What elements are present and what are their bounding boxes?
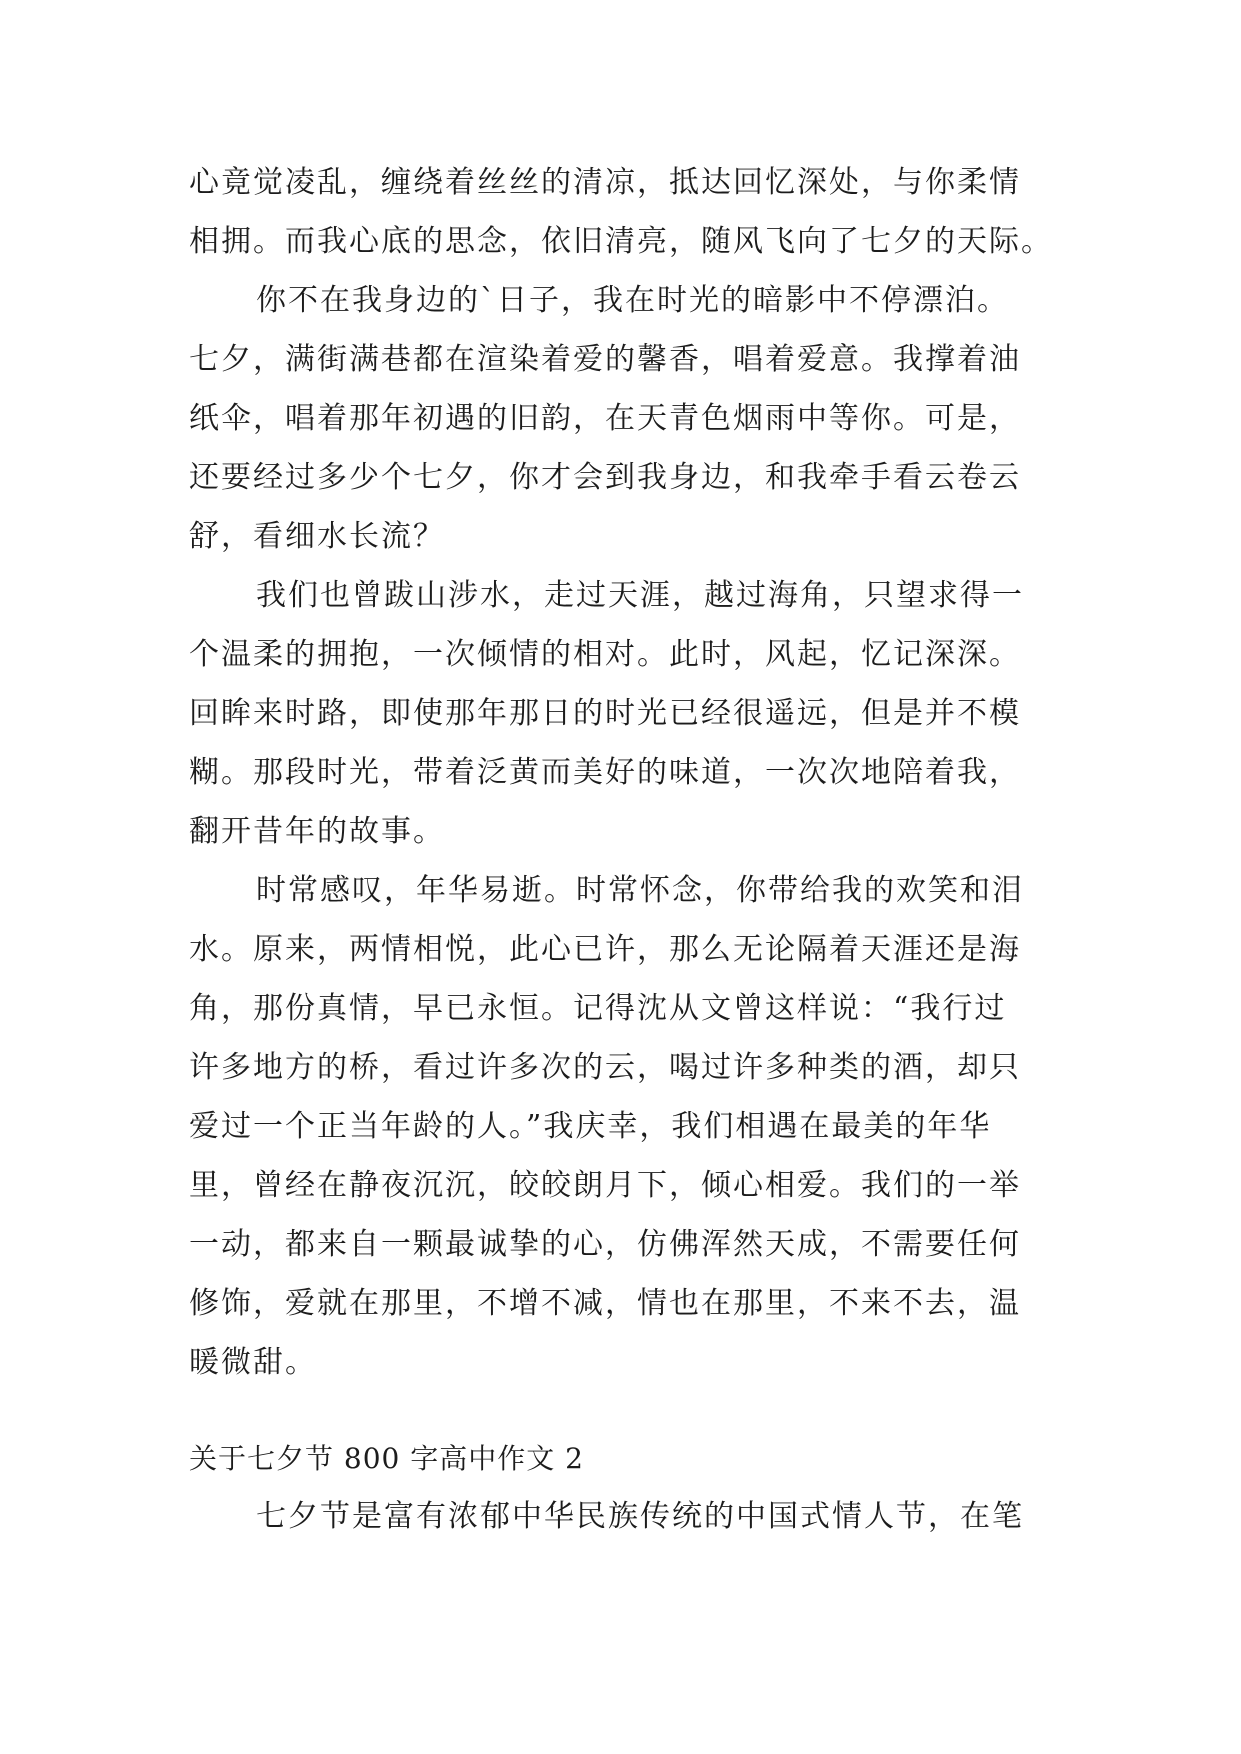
paragraph-3-line-5: 翻开昔年的故事。 [189,814,445,849]
paragraph-2-line-1: 你不在我身边的`日子，我在时光的暗影中不停漂泊。 [256,283,1009,318]
paragraph-4-line-9: 暖微甜。 [189,1345,317,1380]
paragraph-4-line-4: 许多地方的桥，看过许多次的云，喝过许多种类的酒，却只 [189,1050,1021,1085]
paragraph-4-line-5: 爱过一个正当年龄的人。”我庆幸，我们相遇在最美的年华 [189,1109,992,1144]
paragraph-3-line-4: 糊。那段时光，带着泛黄而美好的味道，一次次地陪着我， [189,755,1021,790]
paragraph-4-line-2: 水。原来，两情相悦，此心已许，那么无论隔着天涯还是海 [189,932,1021,967]
paragraph-3-line-1: 我们也曾跋山涉水，走过天涯，越过海角，只望求得一 [256,578,1024,613]
paragraph-4-line-1: 时常感叹，年华易逝。时常怀念，你带给我的欢笑和泪 [256,873,1024,908]
paragraph-3-line-2: 个温柔的拥抱，一次倾情的相对。此时，风起，忆记深深。 [189,637,1021,672]
paragraph-4-line-3: 角，那份真情，早已永恒。记得沈从文曾这样说：“我行过 [189,991,1007,1026]
paragraph-2-line-4: 还要经过多少个七夕，你才会到我身边，和我牵手看云卷云 [189,460,1021,495]
paragraph-2-line-2: 七夕，满街满巷都在渲染着爱的馨香，唱着爱意。我撑着油 [189,342,1021,377]
paragraph-2-line-3: 纸伞，唱着那年初遇的旧韵，在天青色烟雨中等你。可是， [189,401,1021,436]
paragraph-4-line-6: 里，曾经在静夜沉沉，皎皎朗月下，倾心相爱。我们的一举 [189,1168,1021,1203]
paragraph-1-line-2: 相拥。而我心底的思念，依旧清亮，随风飞向了七夕的天际。 [189,224,1053,259]
paragraph-3-line-3: 回眸来时路，即使那年那日的时光已经很遥远，但是并不模 [189,696,1021,731]
section-title: 关于七夕节 800 字高中作文 2 [189,1442,584,1475]
paragraph-4-line-7: 一动，都来自一颗最诚挚的心，仿佛浑然天成，不需要任何 [189,1227,1021,1262]
paragraph-4-line-8: 修饰，爱就在那里，不增不减，情也在那里，不来不去，温 [189,1286,1021,1321]
next-paragraph-line-1: 七夕节是富有浓郁中华民族传统的中国式情人节，在笔 [256,1499,1024,1534]
paragraph-1-line-1: 心竟觉凌乱，缠绕着丝丝的清凉，抵达回忆深处，与你柔情 [189,165,1021,200]
paragraph-2-line-5: 舒，看细水长流？ [189,519,445,554]
